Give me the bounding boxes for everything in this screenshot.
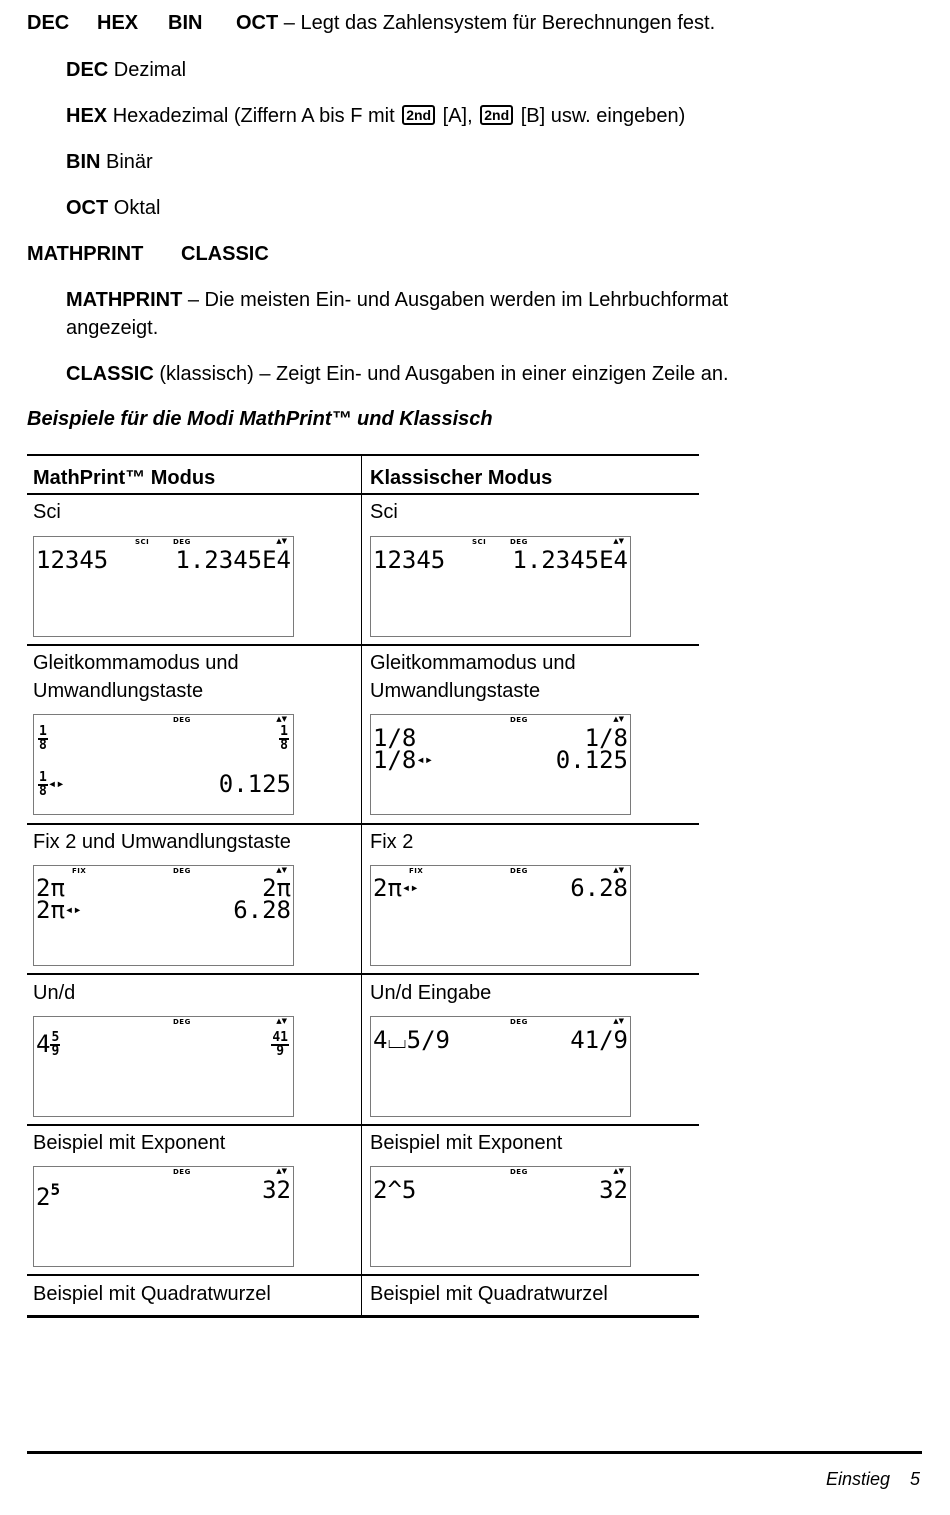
- dec-definition: [66, 58, 186, 82]
- deg-indicator: DEG: [510, 1018, 528, 1026]
- scroll-arrows-icon: ▲▼: [613, 1017, 624, 1025]
- hex-text-post: usw. eingeben): [550, 105, 686, 127]
- deg-indicator: DEG: [173, 538, 191, 546]
- calculator-screen: [370, 1166, 631, 1267]
- convert-icon: ◂▸: [64, 902, 82, 918]
- screen-result-2: 0.125: [555, 746, 628, 774]
- row-label: Umwandlungstaste: [33, 680, 204, 702]
- screen-result-2: 6.28: [233, 896, 291, 924]
- row-label: Fix 2: [370, 831, 414, 853]
- calculator-screen: [370, 865, 631, 966]
- mathprint-definition: [66, 288, 728, 312]
- deg-indicator: DEG: [173, 1018, 191, 1026]
- header-classic: Klassischer Modus: [370, 467, 553, 489]
- mode-mathprint: MATHPRINT: [27, 243, 144, 265]
- mode-hex: HEX: [97, 12, 139, 34]
- bin-term: BIN: [66, 151, 101, 173]
- deg-indicator: DEG: [173, 1168, 191, 1176]
- calculator-screen: [33, 1166, 294, 1267]
- deg-indicator: DEG: [510, 1168, 528, 1176]
- examples-heading: Beispiele für die Modi MathPrint™ und Klassisch: [27, 408, 493, 430]
- screen-input: 4 $\frac{5}{9}$: [36, 1030, 60, 1059]
- screen-result: 41/9: [570, 1026, 628, 1054]
- 2nd-key-icon: 2nd: [480, 105, 513, 125]
- screen-result: 32: [262, 1176, 291, 1204]
- row-label: Gleitkommamodus und: [33, 652, 239, 674]
- fraction: $\frac{1}{8}$: [39, 770, 47, 799]
- convert-icon: ◂▸: [401, 880, 419, 896]
- oct-definition: [66, 196, 160, 220]
- scroll-arrows-icon: ▲▼: [613, 715, 624, 723]
- row-label: Un/d: [33, 982, 76, 1004]
- calculator-screen: [33, 536, 294, 637]
- row-label: Umwandlungstaste: [370, 680, 541, 702]
- row-label: Gleitkommamodus und: [370, 652, 576, 674]
- fix-indicator: FIX: [72, 867, 87, 875]
- key-a: [A],: [442, 105, 473, 127]
- screen-input: 4⌴5/9: [373, 1026, 450, 1054]
- deg-indicator: DEG: [173, 716, 191, 724]
- classic-definition: [66, 362, 729, 386]
- row-label: Sci: [33, 501, 61, 523]
- 2nd-key-icon: 2nd: [402, 105, 435, 125]
- screen-input: 1/8: [373, 724, 417, 752]
- mathprint-term: MATHPRINT: [66, 289, 183, 311]
- mode-oct: OCT: [236, 12, 279, 34]
- mode-bin: BIN: [168, 12, 203, 34]
- deg-indicator: DEG: [510, 867, 528, 875]
- scroll-arrows-icon: ▲▼: [276, 537, 287, 545]
- scroll-arrows-icon: ▲▼: [613, 866, 624, 874]
- scroll-arrows-icon: ▲▼: [276, 866, 287, 874]
- calculator-screen: [370, 714, 631, 815]
- screen-input-2: 2π◂▸: [36, 896, 82, 924]
- sci-indicator: SCI: [472, 538, 487, 546]
- scroll-arrows-icon: ▲▼: [276, 715, 287, 723]
- hex-definition: [66, 104, 685, 128]
- deg-indicator: DEG: [510, 716, 528, 724]
- footer-section: Einstieg: [826, 1469, 891, 1489]
- table-rule: [27, 644, 699, 646]
- number-system-description: [236, 11, 715, 35]
- fraction: $\frac{5}{9}$: [51, 1030, 60, 1059]
- bin-definition: [66, 150, 153, 174]
- screen-result: 1.2345E4: [512, 546, 628, 574]
- row-label: Beispiel mit Quadratwurzel: [370, 1283, 608, 1305]
- calculator-screen: [370, 536, 631, 637]
- screen-result-2: 0.125: [218, 770, 291, 798]
- screen-result: [271, 1031, 289, 1058]
- oct-text: Oktal: [113, 197, 161, 219]
- classic-term: CLASSIC: [66, 363, 154, 385]
- table-rule: [27, 493, 699, 495]
- table-rule: [27, 1274, 699, 1276]
- table-rule: [27, 1124, 699, 1126]
- hex-text-pre: Hexadezimal (Ziffern A bis F mit: [112, 105, 395, 127]
- screen-result: 6.28: [570, 874, 628, 902]
- screen-result: 1/8: [584, 724, 628, 752]
- mode-dec: DEC: [27, 12, 70, 34]
- screen-result: 1.2345E4: [175, 546, 291, 574]
- mathprint-text: – Die meisten Ein- und Ausgaben werden im Lehrbuchformat: [187, 289, 729, 311]
- scroll-arrows-icon: ▲▼: [276, 1017, 287, 1025]
- screen-input: 2π◂▸: [373, 874, 419, 902]
- mathprint-text-line2: angezeigt.: [66, 317, 159, 339]
- fraction: $\frac{1}{8}$: [39, 724, 47, 753]
- scroll-arrows-icon: ▲▼: [613, 1167, 624, 1175]
- calculator-screen: [33, 865, 294, 966]
- deg-indicator: DEG: [173, 867, 191, 875]
- table-rule: [27, 823, 699, 825]
- dec-term: DEC: [66, 59, 109, 81]
- screen-result: [279, 725, 289, 752]
- scroll-arrows-icon: ▲▼: [613, 537, 624, 545]
- key-b: [B]: [520, 105, 546, 127]
- scroll-arrows-icon: ▲▼: [276, 1167, 287, 1175]
- row-label: Fix 2 und Umwandlungstaste: [33, 831, 291, 853]
- classic-text: (klassisch) – Zeigt Ein- und Ausgaben in einer einzigen Zeile an.: [159, 363, 729, 385]
- screen-input: 12345: [36, 546, 109, 574]
- row-label: Sci: [370, 501, 398, 523]
- dash: –: [283, 12, 295, 34]
- deg-indicator: DEG: [510, 538, 528, 546]
- dec-text: Dezimal: [113, 59, 187, 81]
- table-column-divider: [361, 455, 362, 1317]
- screen-input: [38, 725, 48, 752]
- calculator-screen: [33, 1016, 294, 1117]
- screen-result: 2π: [262, 874, 291, 902]
- screen-input: 12345: [373, 546, 446, 574]
- screen-input-2: 1/8◂▸: [373, 746, 434, 774]
- oct-term: OCT: [66, 197, 109, 219]
- page-number: 5: [910, 1469, 921, 1489]
- mode-classic: CLASSIC: [181, 243, 269, 265]
- hex-term: HEX: [66, 105, 108, 127]
- table-rule: [27, 973, 699, 975]
- fraction: $\frac{1}{8}$: [280, 724, 288, 753]
- row-label: Beispiel mit Exponent: [370, 1132, 563, 1154]
- row-label: Beispiel mit Exponent: [33, 1132, 226, 1154]
- fix-indicator: FIX: [409, 867, 424, 875]
- convert-icon: ◂▸: [47, 776, 65, 792]
- row-label: Un/d Eingabe: [370, 982, 492, 1004]
- calculator-screen: [370, 1016, 631, 1117]
- calculator-screen: [33, 714, 294, 815]
- screen-input: $2^5$: [36, 1180, 61, 1211]
- screen-input: 2π: [36, 874, 65, 902]
- footer-rule: [27, 1451, 922, 1454]
- screen-input: 2^5: [373, 1176, 417, 1204]
- fraction: $\frac{41}{9}$: [272, 1030, 288, 1059]
- row-label: Beispiel mit Quadratwurzel: [33, 1283, 271, 1305]
- sci-indicator: SCI: [135, 538, 150, 546]
- table-rule: [27, 1315, 699, 1318]
- header-mathprint: MathPrint™ Modus: [33, 467, 216, 489]
- table-rule: [27, 454, 699, 456]
- bin-text: Binär: [106, 151, 153, 173]
- screen-input-2: [38, 771, 65, 798]
- convert-icon: ◂▸: [416, 752, 434, 768]
- screen-result: 32: [599, 1176, 628, 1204]
- description-text: Legt das Zahlensystem für Berechnungen fest.: [300, 12, 716, 34]
